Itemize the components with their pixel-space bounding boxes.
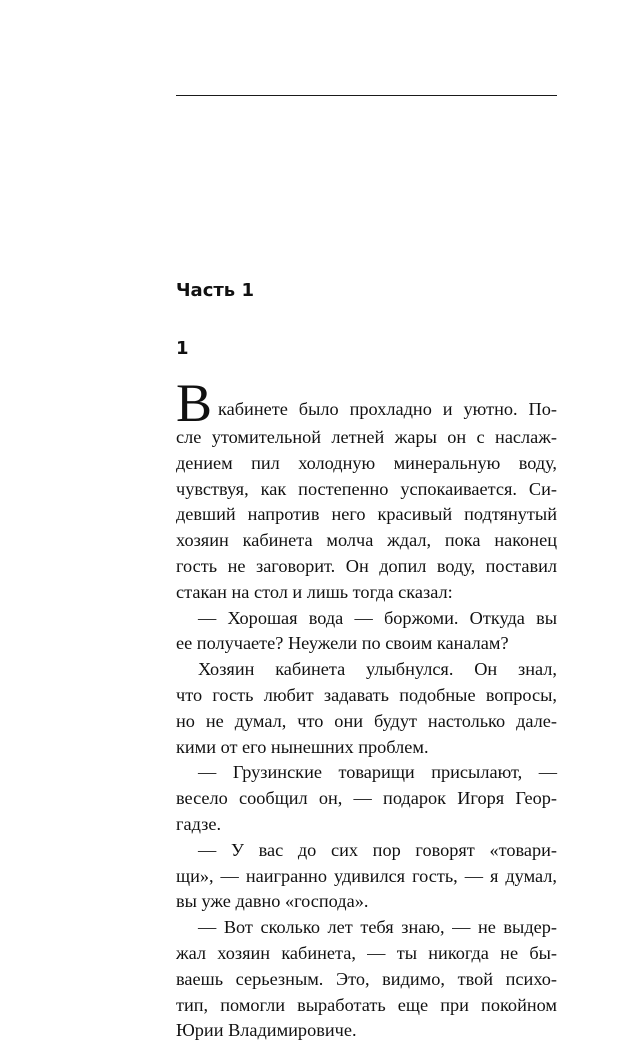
text-line: что гость любит задавать подобные вопросы, <box>176 684 557 705</box>
text-line: Хозяин кабинета улыбнулся. Он знал, <box>198 659 557 680</box>
text-line: вы уже давно «господа». <box>176 891 369 912</box>
header-rule <box>176 95 557 96</box>
drop-cap: В <box>176 373 213 433</box>
text-line: — У вас до сих пор говорят «товари- <box>198 839 557 860</box>
text-line: весело сообщил он, — подарок Игоря Геор- <box>176 788 557 809</box>
text-line: — Вот сколько лет тебя знаю, — не выдер- <box>198 917 557 938</box>
text-line: ее получаете? Неужели по своим каналам? <box>176 633 509 654</box>
chapter-number: 1 <box>176 338 189 359</box>
text-line: сле утомительной летней жары он с наслаж- <box>176 427 557 447</box>
text-line: щи», — наигранно удивился гость, — я думал, <box>176 865 557 886</box>
text-line: но не думал, что они будут настолько дале- <box>176 710 557 731</box>
text-line: жал хозяин кабинета, — ты никогда не бы- <box>176 942 557 963</box>
chapter-text <box>176 373 557 1044</box>
text-line: кими от его нынешних проблем. <box>176 736 429 757</box>
text-line: кабинете было прохладно и уютно. По- <box>218 399 557 420</box>
part-title: Часть 1 <box>176 280 254 301</box>
text-line: дением пил холодную минеральную воду, <box>176 452 557 473</box>
text-line: стакан на стол и лишь тогда сказал: <box>176 581 453 602</box>
text-line: — Хорошая вода — боржоми. Откуда вы <box>198 607 557 628</box>
text-line: чувствуя, как постепенно успокаивается. Си- <box>176 478 557 499</box>
text-line: ваешь серьезным. Это, видимо, твой психо- <box>176 968 557 989</box>
text-line: тип, помогли выработать еще при покойном <box>176 994 557 1015</box>
first-line <box>176 373 557 433</box>
text-line: гость не заговорит. Он допил воду, поставил <box>176 555 557 576</box>
text-line: Юрии Владимировиче. <box>176 1020 357 1041</box>
text-line: гадзе. <box>176 813 222 834</box>
text-line: девший напротив него красивый подтянутый <box>176 504 557 525</box>
text-line: — Грузинские товарищи присылают, — <box>198 762 557 783</box>
text-line: хозяин кабинета молча ждал, пока наконец <box>176 530 557 551</box>
